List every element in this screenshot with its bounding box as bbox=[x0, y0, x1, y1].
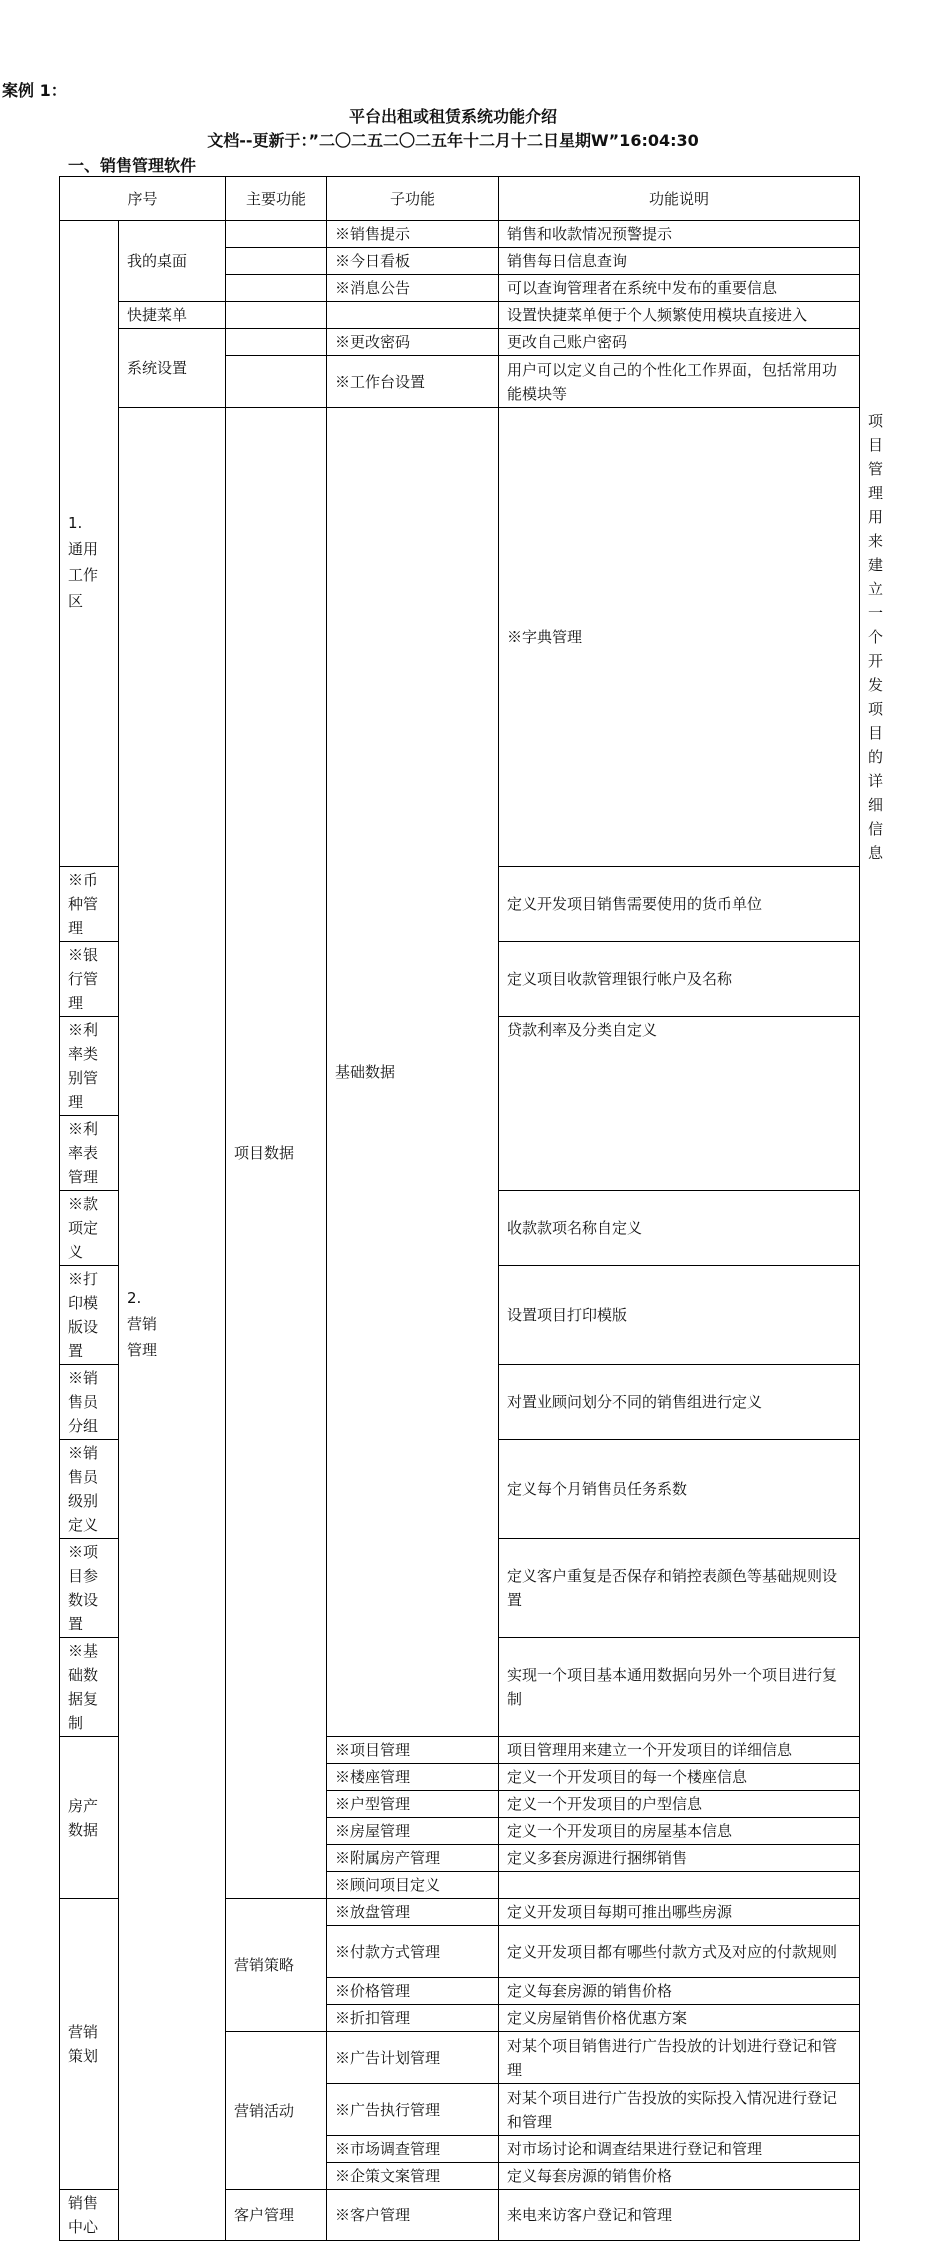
module-cell: 系统设置 bbox=[119, 329, 226, 408]
sub-function-cell: ※顾问项目定义 bbox=[327, 1872, 499, 1899]
description-cell: 定义一个开发项目的房屋基本信息 bbox=[499, 1818, 860, 1845]
sub-function-cell: ※项目管理 bbox=[327, 1737, 499, 1764]
sub-function-cell: ※广告计划管理 bbox=[327, 2032, 499, 2084]
group-cell: 营销策略 bbox=[226, 1899, 327, 2032]
sub-function-cell: ※客户管理 bbox=[327, 2190, 499, 2241]
description-cell: 更改自己账户密码 bbox=[499, 329, 860, 356]
description-cell: 可以查询管理者在系统中发布的重要信息 bbox=[499, 275, 860, 302]
table-row: 2. 营销 管理 项目数据 基础数据 ※字典管理 项目管理用来建立一个开发项目的详细信息 bbox=[60, 408, 860, 867]
sub-function-cell: ※利率表管理 bbox=[60, 1116, 119, 1191]
module-cell: 营销策划 bbox=[60, 1899, 119, 2190]
description-cell: 收款款项名称自定义 bbox=[499, 1191, 860, 1266]
description-cell: 贷款利率及分类自定义 bbox=[499, 1017, 860, 1191]
document-title: 平台出租或租赁系统功能介绍 bbox=[348, 107, 557, 126]
description-cell: 对某个项目进行广告投放的实际投入情况进行登记和管理 bbox=[499, 2084, 860, 2136]
group-cell bbox=[226, 356, 327, 408]
group-cell bbox=[226, 302, 327, 329]
description-cell: 定义每套房源的销售价格 bbox=[499, 2163, 860, 2190]
sub-function-cell: ※基础数据复制 bbox=[60, 1638, 119, 1737]
sub-function-cell: ※利率类别管理 bbox=[60, 1017, 119, 1116]
description-cell: 项目管理用来建立一个开发项目的详细信息 bbox=[499, 1737, 860, 1764]
sub-function-cell: ※市场调查管理 bbox=[327, 2136, 499, 2163]
sub-function-cell: ※销售员分组 bbox=[60, 1365, 119, 1440]
sub-function-cell: ※消息公告 bbox=[327, 275, 499, 302]
header-index: 序号 bbox=[60, 177, 226, 221]
module-cell: 我的桌面 bbox=[119, 221, 226, 302]
sub-function-cell: ※户型管理 bbox=[327, 1791, 499, 1818]
group-cell bbox=[226, 329, 327, 356]
sub-function-cell: ※工作台设置 bbox=[327, 356, 499, 408]
sub-function-cell: ※币种管理 bbox=[60, 867, 119, 942]
description-cell: 对某个项目销售进行广告投放的计划进行登记和管理 bbox=[499, 2032, 860, 2084]
case-label: 案例 1： bbox=[2, 81, 67, 100]
description-cell: 定义开发项目销售需要使用的货币单位 bbox=[499, 867, 860, 942]
sub-function-cell: ※房屋管理 bbox=[327, 1818, 499, 1845]
group-cell: 房产数据 bbox=[60, 1737, 119, 1899]
description-cell: 来电来访客户登记和管理 bbox=[499, 2190, 860, 2241]
description-cell: 定义开发项目每期可推出哪些房源 bbox=[499, 1899, 860, 1926]
description-cell: 用户可以定义自己的个性化工作界面，包括常用功能模块等 bbox=[499, 356, 860, 408]
description-cell: 对市场讨论和调查结果进行登记和管理 bbox=[499, 2136, 860, 2163]
description-cell: 定义项目收款管理银行帐户及名称 bbox=[499, 942, 860, 1017]
function-table bbox=[59, 176, 884, 2241]
sub-function-cell: ※价格管理 bbox=[327, 1978, 499, 2005]
table-header-row bbox=[60, 177, 860, 221]
sub-function-cell: ※广告执行管理 bbox=[327, 2084, 499, 2136]
description-cell: 定义客户重复是否保存和销控表颜色等基础规则设置 bbox=[499, 1539, 860, 1638]
description-cell: 实现一个项目基本通用数据向另外一个项目进行复制 bbox=[499, 1638, 860, 1737]
sub-function-cell: ※销售员级别定义 bbox=[60, 1440, 119, 1539]
description-cell: 定义每个月销售员任务系数 bbox=[499, 1440, 860, 1539]
description-cell: 定义每套房源的销售价格 bbox=[499, 1978, 860, 2005]
sub-function-cell: ※项目参数设置 bbox=[60, 1539, 119, 1638]
description-cell bbox=[499, 1872, 860, 1899]
category-cell: 2. 营销 管理 bbox=[119, 408, 226, 2241]
sub-function-cell: ※楼座管理 bbox=[327, 1764, 499, 1791]
sub-function-cell: ※打印模版设置 bbox=[60, 1266, 119, 1365]
sub-function-cell: ※字典管理 bbox=[499, 408, 860, 867]
description-cell: 定义开发项目都有哪些付款方式及对应的付款规则 bbox=[499, 1926, 860, 1978]
table-row bbox=[60, 302, 860, 329]
sub-function-cell: ※销售提示 bbox=[327, 221, 499, 248]
description-cell: 销售每日信息查询 bbox=[499, 248, 860, 275]
sub-function-cell: ※更改密码 bbox=[327, 329, 499, 356]
table-row bbox=[60, 329, 860, 356]
module-cell: 项目数据 bbox=[226, 408, 327, 1899]
sub-function-cell: ※今日看板 bbox=[327, 248, 499, 275]
description-cell: 定义房屋销售价格优惠方案 bbox=[499, 2005, 860, 2032]
header-description: 功能说明 bbox=[499, 177, 860, 221]
table-row bbox=[60, 221, 860, 248]
group-cell: 客户管理 bbox=[226, 2190, 327, 2241]
description-cell: 对置业顾问划分不同的销售组进行定义 bbox=[499, 1365, 860, 1440]
document-subtitle: 文档--更新于：”二〇二五二〇二五年十二月十二日星期W”16:04:30 bbox=[207, 131, 699, 150]
group-cell bbox=[226, 221, 327, 248]
section-heading: 一、销售管理软件 bbox=[68, 156, 197, 175]
description-cell: 设置项目打印模版 bbox=[499, 1266, 860, 1365]
module-cell: 快捷菜单 bbox=[119, 302, 226, 329]
description-cell: 定义一个开发项目的户型信息 bbox=[499, 1791, 860, 1818]
category-cell: 1. 通用 工作 区 bbox=[60, 221, 119, 867]
sub-function-cell: ※银行管理 bbox=[60, 942, 119, 1017]
sub-function-cell: ※付款方式管理 bbox=[327, 1926, 499, 1978]
sub-function-cell: ※附属房产管理 bbox=[327, 1845, 499, 1872]
description-cell: 定义多套房源进行捆绑销售 bbox=[499, 1845, 860, 1872]
group-cell: 基础数据 bbox=[327, 408, 499, 1737]
sub-function-cell: ※企策文案管理 bbox=[327, 2163, 499, 2190]
sub-function-cell: ※折扣管理 bbox=[327, 2005, 499, 2032]
description-cell: 设置快捷菜单便于个人频繁使用模块直接进入 bbox=[499, 302, 860, 329]
description-cell: 销售和收款情况预警提示 bbox=[499, 221, 860, 248]
description-cell: 定义一个开发项目的每一个楼座信息 bbox=[499, 1764, 860, 1791]
group-cell: 营销活动 bbox=[226, 2032, 327, 2190]
group-cell bbox=[226, 275, 327, 302]
header-main-function: 主要功能 bbox=[226, 177, 327, 221]
group-cell bbox=[226, 248, 327, 275]
module-cell: 销售中心 bbox=[60, 2190, 119, 2241]
sub-function-cell bbox=[327, 302, 499, 329]
header-sub-function: 子功能 bbox=[327, 177, 499, 221]
sub-function-cell: ※放盘管理 bbox=[327, 1899, 499, 1926]
sub-function-cell: ※款项定义 bbox=[60, 1191, 119, 1266]
